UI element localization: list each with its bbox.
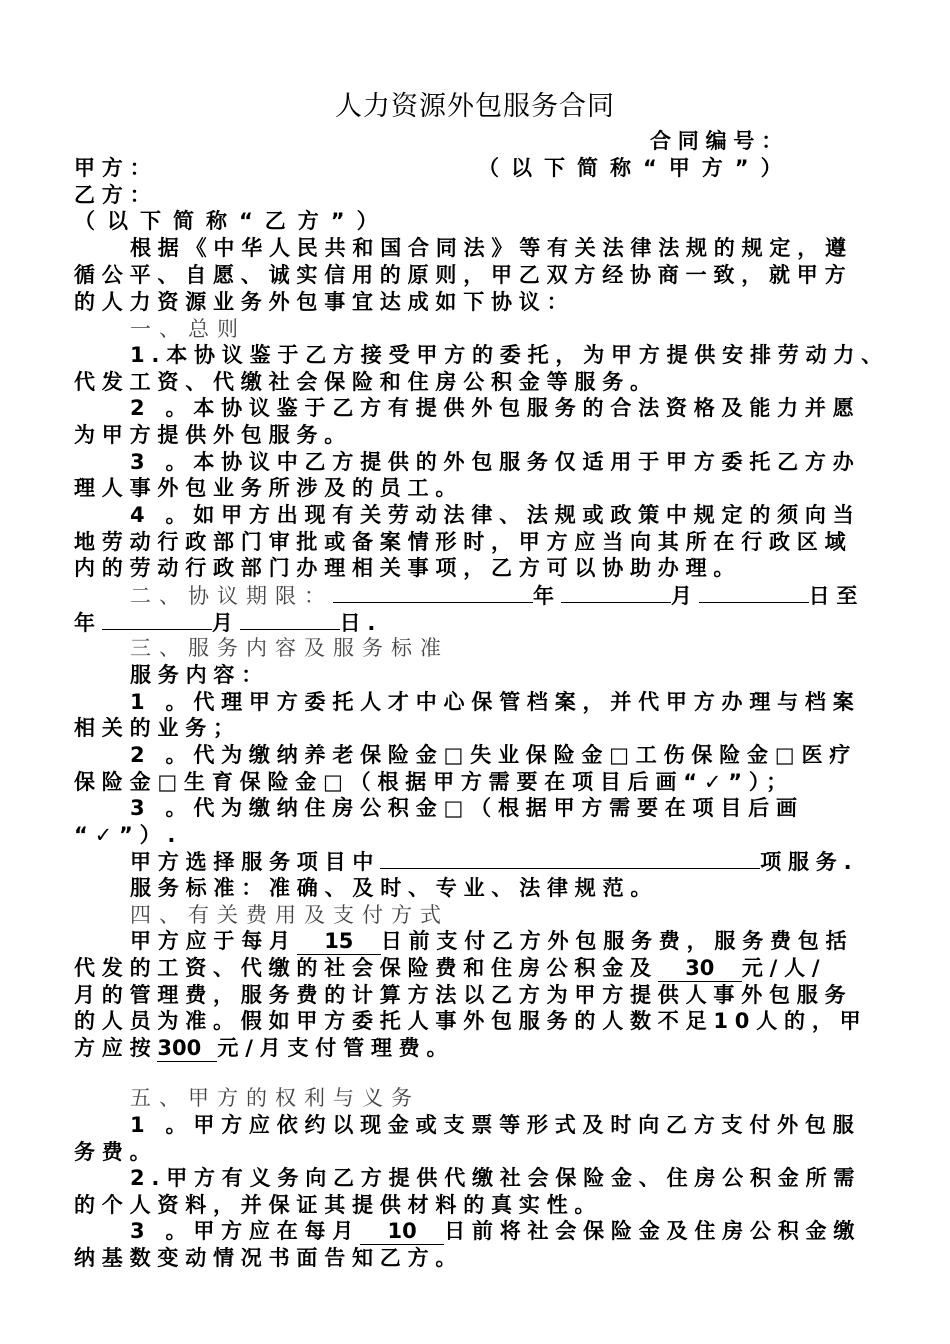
year-label: 年: [533, 584, 561, 608]
s5-line: 2.甲方有义务向乙方提供代缴社会保险金、住房公积金所需: [130, 1166, 862, 1190]
section-3-heading: 三、服务内容及服务标准: [130, 636, 449, 660]
s1-line: 内的劳动行政部门办理相关事项，乙方可以协助办理。: [74, 556, 742, 580]
s1-line: 3 。本协议中乙方提供的外包服务仅适用于甲方委托乙方办: [130, 450, 861, 474]
s5-text: 3 。甲方应在每月: [130, 1219, 361, 1243]
fee-line-2: [74, 955, 826, 982]
management-fee-field[interactable]: 30: [658, 955, 742, 982]
s1-line: 理人事外包业务所涉及的员工。: [74, 476, 464, 500]
month-label: 月: [211, 611, 240, 635]
s5-line: 1 。甲方应依约以现金或支票等形式及时向乙方支付外包服: [130, 1113, 861, 1137]
s3-line: 保险金□生育保险金□（根据甲方需要在项目后画“✓”）；: [74, 770, 794, 794]
party-b-label: 乙方：: [74, 183, 158, 207]
s3-line: 3 。代为缴纳住房公积金□（根据甲方需要在项目后画: [130, 796, 804, 820]
intro-line-2: 循公平、自愿、诚实信用的原则，甲乙双方经协商一致，就甲方: [74, 263, 853, 287]
s5-line: [130, 1218, 861, 1245]
s1-line: 地劳动行政部门审批或备案情形时，甲方应当向其所在行政区域: [74, 530, 853, 554]
min-fee-field[interactable]: 300: [157, 1035, 217, 1062]
fee-text: 代发的工资、代缴的社会保险费和住房公积金及: [74, 956, 658, 980]
pay-day-field[interactable]: 15: [297, 928, 381, 955]
month-label: 月: [670, 584, 699, 608]
s1-line: 代发工资、代缴社会保险和住房公积金等服务。: [74, 370, 658, 394]
start-month-blank[interactable]: [561, 582, 671, 603]
service-standard: 服务标准：准确、及时、专业、法律规范。: [130, 876, 659, 900]
end-day-blank[interactable]: [240, 609, 340, 630]
fee-text: 方应按: [74, 1036, 158, 1060]
party-a-alias: （以下简称“甲方”）: [478, 156, 794, 180]
s5-line: 务费。: [74, 1140, 158, 1164]
intro-line-1: 根据《中华人民共和国合同法》等有关法律法规的规定，遵: [130, 236, 853, 260]
end-month-blank[interactable]: [102, 609, 212, 630]
service-count-blank[interactable]: [380, 848, 760, 869]
document-title: 人力资源外包服务合同: [335, 91, 615, 122]
service-choice-line: [130, 848, 858, 875]
intro-line-3: 的人力资源业务外包事宜达成如下协议：: [74, 290, 575, 314]
s3-line: 相关的业务；: [74, 716, 241, 740]
fee-line-4: 的人员为准。假如甲方委托人事外包服务的人数不足10人的，甲: [74, 1009, 868, 1033]
fee-text: 甲方应于每月: [130, 929, 297, 953]
fee-text: 元/月支付管理费。: [217, 1036, 455, 1060]
section-5-heading: 五、甲方的权利与义务: [130, 1086, 420, 1110]
party-b-alias: （以下简称“乙方”）: [74, 209, 390, 233]
fee-line-5: [74, 1035, 454, 1062]
s3-line: “✓”）.: [74, 823, 183, 847]
contract-number-label: 合同编号：: [650, 129, 789, 153]
day-to-label: 日至: [808, 584, 865, 608]
choose-prefix: 甲方选择服务项目中: [130, 850, 381, 874]
garbled-watermark-line: [130, 1061, 266, 1087]
s1-line: 为甲方提供外包服务。: [74, 423, 352, 447]
term-line-2: [74, 609, 382, 636]
start-day-blank[interactable]: [699, 582, 809, 603]
day-end-label: 日.: [339, 611, 383, 635]
s1-line: 4 。如甲方出现有关劳动法律、法规或政策中规定的须向当: [130, 503, 861, 527]
party-a-label: 甲方：: [74, 156, 158, 180]
term-line: [130, 582, 864, 609]
section-1-heading: 一、总则: [130, 317, 246, 341]
fee-line-1: [130, 928, 853, 955]
s1-line: 2 。本协议鉴于乙方有提供外包服务的合法资格及能力并愿: [130, 396, 861, 420]
section-4-heading: 四、有关费用及支付方式: [130, 903, 449, 927]
s3-line: 1 。代理甲方委托人才中心保管档案，并代甲方办理与档案: [130, 690, 861, 714]
s5-text: 日前将社会保险金及住房公积金缴: [444, 1219, 862, 1243]
choose-suffix: 项服务.: [760, 850, 859, 874]
s1-line: 1.本协议鉴于乙方接受甲方的委托，为甲方提供安排劳动力、: [130, 343, 889, 367]
fee-text: 日前支付乙方外包服务费，服务费包括: [380, 929, 854, 953]
s3-line: 2 。代为缴纳养老保险金□失业保险金□工伤保险金□医疗: [130, 743, 858, 767]
s5-line: 纳基数变动情况书面告知乙方。: [74, 1246, 464, 1270]
fee-text: 元/人/: [741, 956, 827, 980]
year-label: 年: [74, 611, 102, 635]
section-2-heading: 二、协议期限：: [130, 584, 333, 608]
fee-line-3: 月的管理费，服务费的计算方法以乙方为甲方提供人事外包服务: [74, 983, 853, 1007]
start-year-blank[interactable]: [333, 582, 533, 603]
service-content-label: 服务内容：: [130, 663, 269, 687]
notice-day-field[interactable]: 10: [360, 1218, 444, 1245]
s5-line: 的个人资料，并保证其提供材料的真实性。: [74, 1193, 603, 1217]
